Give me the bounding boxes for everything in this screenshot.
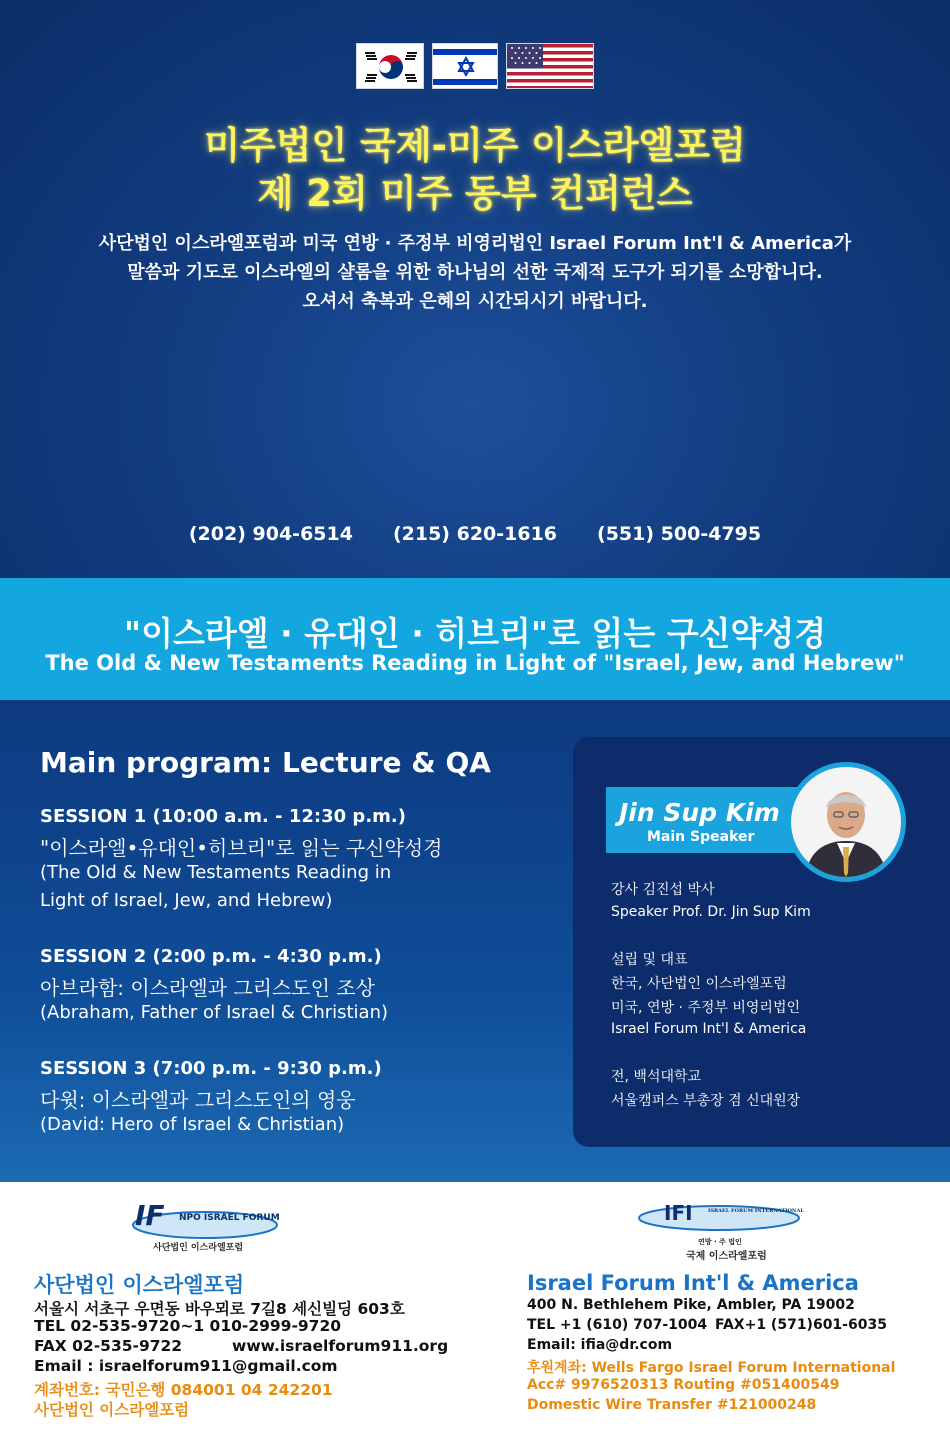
speaker-line: 서울캠퍼스 부총장 겸 신대원장 xyxy=(611,1093,801,1109)
wire-transfer: Domestic Wire Transfer #121000248 xyxy=(527,1397,817,1413)
session-2-korean: 아브라함: 이스라엘과 그리스도인 조상 xyxy=(40,976,375,1000)
theme-title-korean: "이스라엘 · 유대인 · 히브리"로 읽는 구신약성경 xyxy=(123,614,827,653)
phone-number: (215) 620-1616 xyxy=(392,523,558,545)
theme-title-english: The Old & New Testaments Reading in Light of "Israel, Jew, and Hebrew" xyxy=(45,651,905,675)
event-title-line2: 제 2회 미주 동부 컨퍼런스 xyxy=(257,172,693,215)
speaker-line: 전, 백석대학교 xyxy=(611,1069,702,1085)
israel-flag-icon xyxy=(432,43,498,89)
org-name-america: Israel Forum Int'l & America xyxy=(527,1271,859,1295)
speaker-line: 미국, 연방 · 주정부 비영리법인 xyxy=(611,1000,800,1016)
logo-subtext: 사단법인 이스라엘포럼 xyxy=(153,1243,244,1253)
org-email-america[interactable]: Email: ifia@dr.com xyxy=(527,1337,673,1353)
session-3-korean: 다윗: 이스라엘과 그리스도인의 영웅 xyxy=(40,1088,356,1112)
flags-row xyxy=(0,43,950,89)
logo-mark: IF xyxy=(135,1199,165,1232)
logo-text: ISRAEL FORUM INTERNATIONAL xyxy=(708,1208,804,1214)
phone-number: (551) 500-4795 xyxy=(597,523,762,545)
website-link[interactable]: www.israelforum911.org xyxy=(232,1337,449,1355)
speaker-photo xyxy=(786,762,906,882)
intro-text-line1: 사단법인 이스라엘포럼과 미국 연방 · 주정부 비영리법인 Israel Forum Int'l & America가 xyxy=(98,233,852,254)
account-routing: Acc# 9976520313 Routing #051400549 xyxy=(527,1377,840,1393)
intro-text-line3: 오셔서 축복과 은혜의 시간되시기 바랍니다. xyxy=(302,291,648,312)
org-address-america: 400 N. Bethlehem Pike, Ambler, PA 19002 xyxy=(527,1297,855,1313)
session-3-english: (David: Hero of Israel & Christian) xyxy=(40,1114,345,1135)
session-1-english: (The Old & New Testaments Reading in xyxy=(40,862,392,883)
phone-number: (202) 904-6514 xyxy=(188,523,353,545)
ifi-logo xyxy=(634,1200,804,1262)
phone-numbers xyxy=(0,523,950,545)
session-2-heading: SESSION 2 (2:00 p.m. - 4:30 p.m.) xyxy=(40,946,382,967)
speaker-line: 강사 김진섭 박사 xyxy=(611,882,715,898)
org-email-korea[interactable]: Email : israelforum911@gmail.com xyxy=(34,1357,338,1375)
org-fax-korea: FAX 02-535-9722 xyxy=(34,1337,183,1355)
logo-subtext-small: 연방 · 주 법인 xyxy=(698,1238,742,1246)
speaker-line: 한국, 사단법인 이스라엘포럼 xyxy=(611,976,787,992)
session-1-korean: "이스라엘•유대인•히브리"로 읽는 구신약성경 xyxy=(40,836,443,860)
israel-forum-logo xyxy=(125,1197,285,1257)
event-title-line1: 미주법인 국제-미주 이스라엘포럼 xyxy=(204,124,746,167)
intro-text-line2: 말씀과 기도로 이스라엘의 샬롬을 위한 하나님의 선한 국제적 도구가 되기를 소망합니다. xyxy=(127,262,823,283)
speaker-role: Main Speaker xyxy=(647,829,755,845)
speaker-name: Jin Sup Kim xyxy=(619,798,780,827)
logo-text: NPO ISRAEL FORUM xyxy=(179,1213,280,1223)
speaker-portrait-icon xyxy=(791,767,901,877)
org-tel-america: TEL +1 (610) 707-1004 xyxy=(527,1317,708,1333)
session-1-heading: SESSION 1 (10:00 a.m. - 12:30 p.m.) xyxy=(40,806,406,827)
org-name-korea: 사단법인 이스라엘포럼 xyxy=(34,1273,245,1297)
session-3-heading: SESSION 3 (7:00 p.m. - 9:30 p.m.) xyxy=(40,1058,382,1079)
org-address-korea: 서울시 서초구 우면동 바우뫼로 7길8 세신빌딩 603호 xyxy=(34,1300,405,1318)
session-2-english: (Abraham, Father of Israel & Christian) xyxy=(40,1002,389,1023)
account-holder-korea: 사단법인 이스라엘포럼 xyxy=(34,1401,190,1419)
speaker-line: Speaker Prof. Dr. Jin Sup Kim xyxy=(611,904,811,920)
program-title: Main program: Lecture & QA xyxy=(40,746,491,779)
org-fax-america: FAX+1 (571)601-6035 xyxy=(715,1317,887,1333)
south-korea-flag-icon xyxy=(356,43,424,89)
donation-account: 후원계좌: Wells Fargo Israel Forum International xyxy=(527,1360,896,1376)
session-1-english-2: Light of Israel, Jew, and Hebrew) xyxy=(40,890,333,911)
speaker-line: 설립 및 대표 xyxy=(611,952,688,968)
org-tel-korea: TEL 02-535-9720~1 010-2999-9720 xyxy=(34,1317,342,1335)
logo-subtext: 국제 이스라엘포럼 xyxy=(686,1251,767,1262)
usa-flag-icon xyxy=(506,43,594,89)
bank-account-korea: 계좌번호: 국민은행 084001 04 242201 xyxy=(34,1381,333,1399)
logo-mark: IFI xyxy=(664,1201,693,1225)
speaker-line: Israel Forum Int'l & America xyxy=(611,1021,807,1037)
